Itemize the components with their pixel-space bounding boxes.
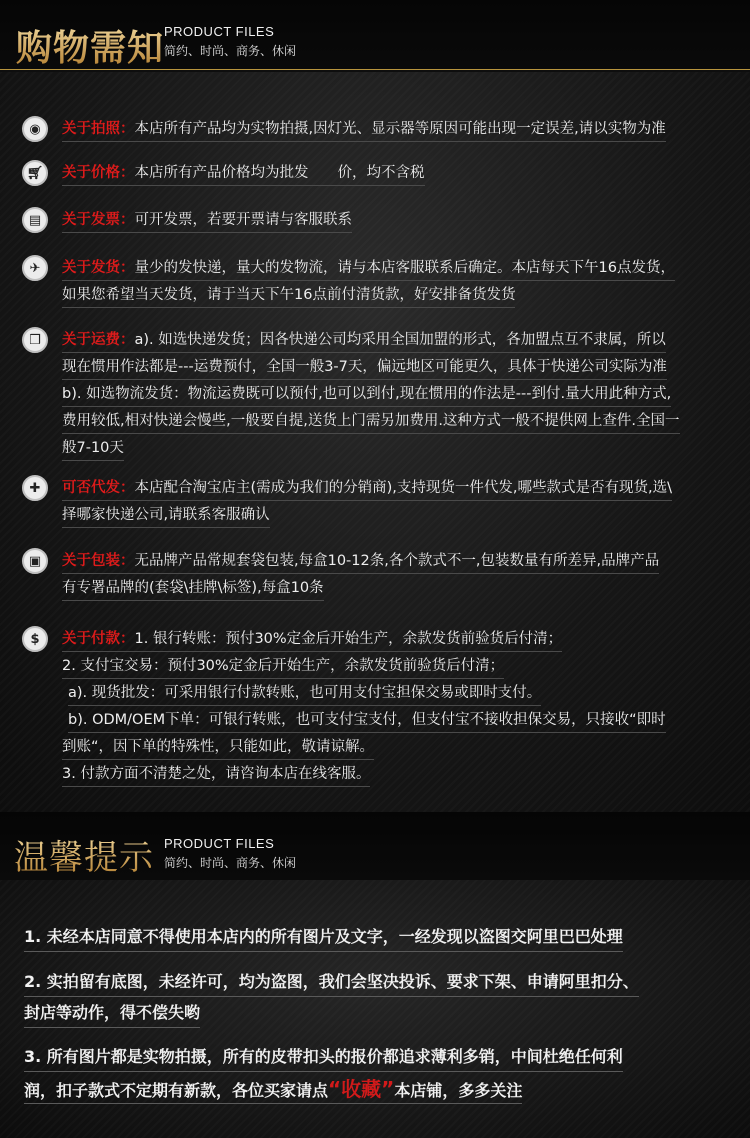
notice-text: 无品牌产品常规套袋包装,每盒10-12条,各个款式不一,包装数量有所差异,品牌产品: [134, 553, 660, 569]
notice-line: [68, 707, 666, 733]
notice-text: 费用较低,相对快递会慢些,一般要自提,送货上门需另加费用.这种方式一般不提供网上查件.全国一: [62, 413, 680, 429]
tips-panel: [0, 880, 750, 1138]
cart-icon: 🛒︎: [22, 160, 48, 186]
notice-text: a). 如选快递发货；因各快递公司均采用全国加盟的形式，各加盟点互不隶属，所以: [134, 332, 666, 348]
notice-text: 如果您希望当天发货，请于当天下午16点前付清货款，好安排备货发货: [62, 287, 516, 303]
tip-3-line-1: 3. 所有图片都是实物拍摄，所有的皮带扣头的报价都追求薄利多销，中间杜绝任何利: [24, 1042, 623, 1072]
section-subtitle-en: PRODUCT FILES: [164, 836, 275, 851]
tip-text: 润，扣子款式不定期有新款，各位买家请点: [24, 1081, 329, 1100]
tip-3-line-2: [24, 1074, 522, 1104]
section-title: 购物需知: [16, 20, 164, 71]
favorite-highlight: “收藏”: [328, 1077, 395, 1101]
notice-text: 2. 支付宝交易：预付30%定金后开始生产，余款发货前验货后付清；: [62, 658, 505, 674]
notice-text: 有专署品牌的(套袋\挂牌\标签),每盒10条: [62, 580, 324, 596]
notice-text: 择哪家快递公司,请联系客服确认: [62, 507, 270, 523]
notice-line: [62, 116, 666, 142]
notice-line: [62, 761, 370, 787]
notice-text: 般7-10天: [62, 440, 124, 456]
money-bag-icon: $: [22, 626, 48, 652]
notice-panel: [0, 72, 750, 812]
tip-text: 本店铺，多多关注: [394, 1081, 523, 1100]
notice-label: 关于付款：: [62, 631, 135, 647]
notice-line: [62, 575, 324, 601]
notice-text: b). ODM/OEM下单：可银行转账，也可支付宝支付，但支付宝不接收担保交易，只接收“即时: [68, 712, 666, 728]
invoice-icon: ▤: [22, 207, 48, 233]
notice-line: [62, 734, 374, 760]
notice-text: 可开发票，若要开票请与客服联系: [134, 212, 352, 228]
notice-line: [62, 548, 659, 574]
notice-label: 关于价格：: [62, 165, 135, 181]
section-title: 温馨提示: [14, 830, 154, 879]
notice-text: 本店所有产品均为实物拍摄,因灯光、显示器等原因可能出现一定误差,请以实物为准: [134, 121, 666, 137]
section-tagline: 简约、时尚、商务、休闲: [164, 856, 297, 870]
notice-text: 1. 银行转账：预付30%定金后开始生产，余款发货前验货后付清；: [134, 631, 563, 647]
notice-text: 3. 付款方面不清楚之处，请咨询本店在线客服。: [62, 766, 371, 782]
puzzle-icon: ✚: [22, 475, 48, 501]
notice-line: [62, 408, 680, 434]
notice-label: 关于发票：: [62, 212, 135, 228]
notice-text: 量少的发快递，量大的发物流，请与本店客服联系后确定。本店每天下午16点发货，: [134, 260, 675, 276]
notice-line: [62, 502, 270, 528]
section-header-shopping-notice: [0, 0, 750, 70]
notice-label: 关于包装：: [62, 553, 135, 569]
notice-line: [62, 327, 666, 353]
notice-line: [62, 207, 352, 233]
notice-line: [62, 435, 124, 461]
notice-text: a). 现货批发：可采用银行付款转账，也可用支付宝担保交易或即时支付。: [68, 685, 542, 701]
notice-label: 可否代发：: [62, 480, 135, 496]
notice-line: [68, 680, 541, 706]
notice-line: [62, 255, 675, 281]
section-subtitle-en: PRODUCT FILES: [164, 24, 275, 39]
tip-2-line-1: 2. 实拍留有底图，未经许可，均为盗图，我们会坚决投诉、要求下架、申请阿里扣分、: [24, 967, 639, 997]
notice-text: b). 如选物流发货：物流运费既可以预付,也可以到付,现在惯用的作法是---到付.量大用此种方式,: [62, 386, 672, 402]
notice-text: 本店配合淘宝店主(需成为我们的分销商),支持现货一件代发,哪些款式是否有现货,选\: [134, 480, 673, 496]
notice-label: 关于运费：: [62, 332, 135, 348]
section-header-warm-tips: [0, 812, 750, 882]
section-tagline: 简约、时尚、商务、休闲: [164, 44, 297, 58]
notice-text: 现在惯用作法都是---运费预付，全国一般3-7天，偏远地区可能更久，具体于快递公司实际为准: [62, 359, 667, 375]
box-icon: ❒: [22, 327, 48, 353]
notice-label: 关于拍照：: [62, 121, 135, 137]
camera-icon: ◉: [22, 116, 48, 142]
tip-1: 1. 未经本店同意不得使用本店内的所有图片及文字，一经发现以盗图交阿里巴巴处理: [24, 922, 623, 952]
notice-line: [62, 653, 504, 679]
notice-line: [62, 475, 672, 501]
notice-label: 关于发货：: [62, 260, 135, 276]
notice-line: [62, 626, 562, 652]
notice-line: [62, 381, 671, 407]
tip-2-line-2: 封店等动作，得不偿失哟: [24, 998, 200, 1028]
notice-line: [62, 282, 515, 308]
notice-line: [62, 160, 425, 186]
notice-line: [62, 354, 667, 380]
plane-icon: ✈: [22, 255, 48, 281]
notice-text: 到账“，因下单的特殊性，只能如此，敬请谅解。: [62, 739, 375, 755]
notice-text: 本店所有产品价格均为批发 价，均不含税: [134, 165, 425, 181]
package-icon: ▣: [22, 548, 48, 574]
